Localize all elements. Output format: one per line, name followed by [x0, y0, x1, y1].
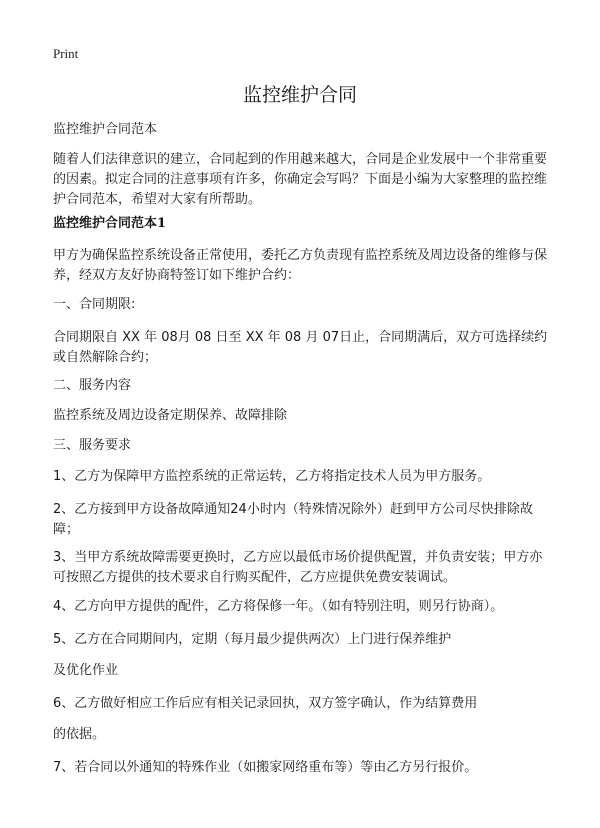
paragraph-8: 2、乙方接到甲方设备故障通知24小时内（特殊情况除外）赶到甲方公司尽快排除故障；: [53, 502, 533, 537]
paragraph-14: 的依据。: [53, 727, 106, 742]
paragraph-13: 6、乙方做好相应工作后应有相关记录回执，双方签字确认，作为结算费用: [53, 696, 478, 711]
paragraph-6: 三、服务要求: [53, 438, 132, 453]
paragraph-11: 5、乙方在合同期间内，定期（每月最少提供两次）上门进行保养维护: [53, 632, 452, 647]
paragraph-7: 1、乙方为保障甲方监控系统的正常运转，乙方将指定技术人员为甲方服务。: [53, 469, 491, 484]
paragraph-1: 甲方为确保监控系统设备正常使用，委托乙方负责现有监控系统及周边设备的维修与保养，经双方友好协商特签订如下维护合约：: [53, 248, 548, 283]
paragraph-12: 及优化作业: [53, 663, 119, 678]
paragraph-5: 监控系统及周边设备定期保养、故障排除: [53, 408, 288, 423]
document-title: 监控维护合同: [242, 84, 357, 106]
intro-paragraph: 随着人们法律意识的建立，合同起到的作用越来越大，合同是企业发展中一个非常重要的因素。拟定合同的注意事项有许多，你确定会写吗？下面是小编为大家整理的监控维护合同范本，希望对大家有所帮助。: [53, 152, 548, 207]
paragraph-4: 二、服务内容: [53, 378, 132, 393]
paragraph-3: 合同期限自 XX 年 08月 08 日至 XX 年 08 月 07日止，合同期满后，双方可选择续约或自然解除合约；: [53, 330, 548, 365]
paragraph-10: 4、乙方向甲方提供的配件，乙方将保修一年。（如有特别注明，则另行协商）。: [53, 599, 504, 614]
section-title: 监控维护合同范本1: [53, 216, 167, 231]
document-subtitle: 监控维护合同范本: [53, 122, 158, 137]
paragraph-2: 一、合同期限:: [53, 297, 136, 312]
print-link[interactable]: Print: [53, 46, 79, 61]
paragraph-9: 3、当甲方系统故障需要更换时，乙方应以最低市场价提供配置，并负责安装；甲方亦可按照乙方提供的技术要求自行购买配件，乙方应提供免费安装调试。: [53, 550, 543, 585]
paragraph-15: 7、若合同以外通知的特殊作业（如搬家网络重布等）等由乙方另行报价。: [53, 760, 478, 775]
